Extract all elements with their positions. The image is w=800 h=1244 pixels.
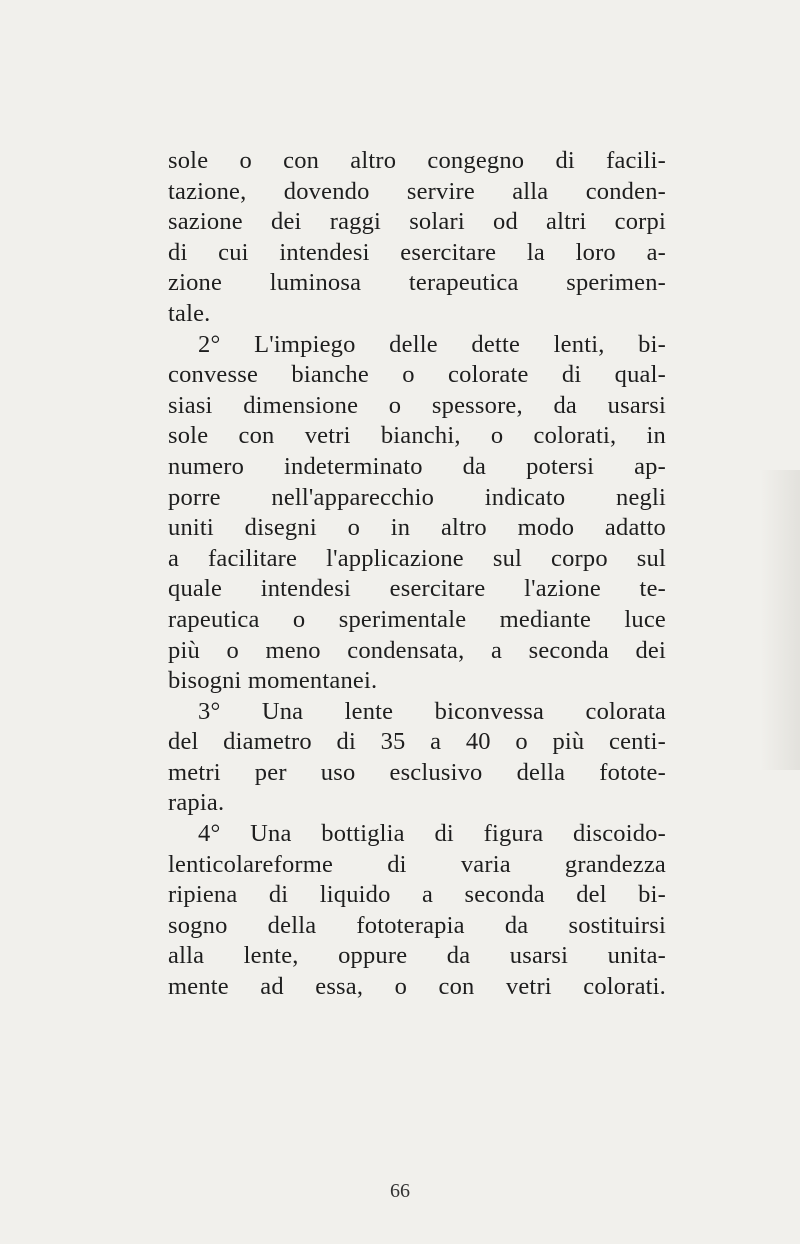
text-line: convesse bianche o colorate di qual- (168, 361, 666, 389)
text-line: uniti disegni o in altro modo adatto (168, 514, 666, 542)
text-line: 4° Una bottiglia di figura discoido- (198, 820, 666, 848)
text-line: 2° L'impiego delle dette lenti, bi- (198, 330, 666, 358)
text-line: metri per uso esclusivo della fotote- (168, 758, 666, 786)
text-line: bisogni momentanei. (168, 667, 378, 695)
text-line: sogno della fototerapia da sostituirsi (168, 911, 666, 939)
scan-shadow (760, 470, 800, 770)
text-line: del diametro di 35 a 40 o più centi- (168, 728, 666, 756)
text-line: rapia. (168, 789, 225, 817)
text-line: tale. (168, 299, 211, 327)
text-line: rapeutica o sperimentale mediante luce (168, 605, 666, 633)
text-line: mente ad essa, o con vetri colorati. (168, 973, 666, 1001)
text-line: ripiena di liquido a seconda del bi- (168, 881, 666, 909)
text-line: porre nell'apparecchio indicato negli (168, 483, 666, 511)
text-line: di cui intendesi esercitare la loro a- (168, 238, 666, 266)
text-line: quale intendesi esercitare l'azione te- (168, 575, 666, 603)
text-line: sole con vetri bianchi, o colorati, in (168, 422, 666, 450)
text-line: 3° Una lente biconvessa colorata (198, 697, 666, 725)
text-line: numero indeterminato da potersi ap- (168, 452, 666, 480)
text-line: tazione, dovendo servire alla conden- (168, 177, 666, 205)
page-number: 66 (390, 1180, 410, 1202)
text-line: siasi dimensione o spessore, da usarsi (168, 391, 666, 419)
text-line: più o meno condensata, a seconda dei (168, 636, 666, 664)
text-line: sazione dei raggi solari od altri corpi (168, 208, 666, 236)
text-line: alla lente, oppure da usarsi unita- (168, 942, 666, 970)
text-line: a facilitare l'applicazione sul corpo sul (168, 544, 666, 572)
body-text (168, 146, 666, 1003)
text-line: sole o con altro congegno di facili- (168, 147, 666, 174)
text-line: zione luminosa terapeutica sperimen- (168, 269, 666, 297)
text-line: lenticolareforme di varia grandezza (168, 850, 666, 878)
